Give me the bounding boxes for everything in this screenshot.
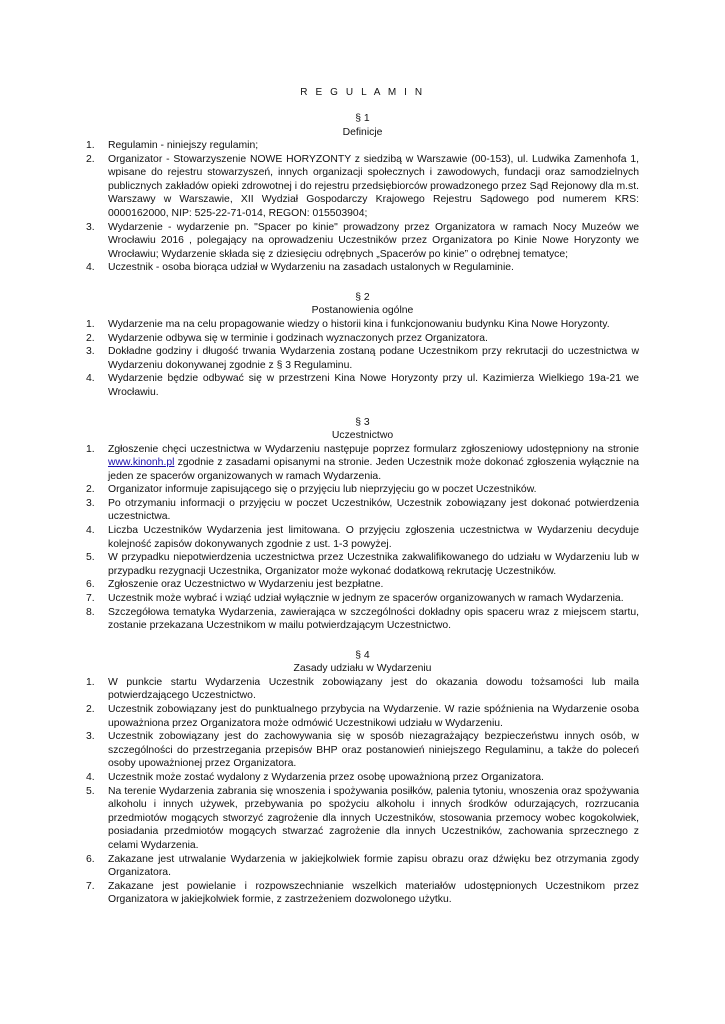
item-number: 4.	[86, 373, 95, 385]
list-item	[86, 676, 639, 703]
list-item	[86, 703, 639, 730]
list-item	[86, 606, 639, 633]
section-title: Definicje	[342, 126, 383, 138]
list-item	[86, 592, 639, 606]
list-item	[86, 332, 639, 346]
list-item	[86, 785, 639, 853]
item-number: 3.	[86, 731, 95, 743]
document-body	[86, 112, 639, 923]
item-text: Po otrzymaniu informacji o przyjęciu w poczet Uczestników, Uczestnik zobowiązany jest dokonać potwierdzenia uczestnictwa.	[108, 497, 639, 523]
list-item	[86, 524, 639, 551]
item-number: 7.	[86, 593, 95, 605]
item-text: W przypadku niepotwierdzenia uczestnictwa przez Uczestnika zakwalifikowanego do udziału w Wydarzeniu lub w przypadku rezygnacji Uczestnika, Organizator może wykonać dodatkową rekrutację Uczestników.	[108, 552, 639, 577]
item-number: 8.	[86, 606, 95, 618]
list-item	[86, 483, 639, 497]
item-number: 2.	[86, 484, 95, 496]
item-number: 4.	[86, 525, 95, 537]
item-text: Liczba Uczestników Wydarzenia jest limitowana. O przyjęciu zgłoszenia uczestnictwa w Wydarzeniu decyduje kolejność zapisów dokonywanych zgodnie z ust. 1-3 powyżej.	[108, 525, 639, 550]
list-item	[86, 730, 639, 771]
list-item	[86, 551, 639, 578]
item-text: Uczestnik może zostać wydalony z Wydarzenia przez osobę upoważnioną przez Organizatora.	[108, 771, 544, 783]
section-1	[86, 112, 639, 275]
item-number: 2.	[86, 332, 95, 344]
item-text: Dokładne godziny i długość trwania Wydarzenia zostaną podane Uczestnikom przy rekrutacji do uczestnictwa w Wydarzeniu dokonywanej zgodnie z § 3 Regulaminu.	[108, 346, 639, 371]
section-4	[86, 649, 639, 907]
list-item	[86, 853, 639, 880]
list-item	[86, 221, 639, 262]
item-number: 1.	[86, 443, 95, 455]
item-text: Wydarzenie - wydarzenie pn. "Spacer po kinie" prowadzony przez Organizatora w ramach Nocy Muzeów we Wrocławiu 2016 , polegający na oprowadzeniu Uczestników przez Organizatora po Kinie Nowe Horyzonty we Wrocławiu; Wydarzenie składa się z dziesięciu odrębnych „Spacerów po kinie” o odrębnej tematyce;	[108, 221, 639, 260]
item-number: 2.	[86, 704, 95, 715]
item-number: 3.	[86, 221, 95, 233]
item-number: 6.	[86, 853, 95, 865]
item-number: 3.	[86, 497, 95, 509]
list-item	[86, 318, 639, 332]
section-number: § 2	[355, 291, 370, 303]
item-text: Uczestnik może wybrać i wziąć udział wyłącznie w jednym ze spacerów organizowanych w ramach Wydarzenia.	[108, 593, 624, 605]
item-number: 4.	[86, 771, 95, 783]
item-text: Szczegółowa tematyka Wydarzenia, zawierająca w szczególności dokładny opis spaceru wraz z miejscem startu, zostanie przekazana Uczestnikom w mailu potwierdzającym Uczestnictwo.	[108, 606, 639, 632]
item-number: 1.	[86, 676, 95, 688]
item-text: Na terenie Wydarzenia zabrania się wnoszenia i spożywania posiłków, palenia tytoniu, wnoszenia oraz spożywania alkoholu i innych używek, przebywania po spożyciu alkoholu i innych środków odurzających, rozrzucania przedmiotów mogących stworzyć zagrożenie dla innych Uczestników, stosowania przemocy wobec kogokolwiek, posiadania przedmiotów mogących stwarzać zagrożenie dla innych Uczestników, zachowania sprzecznego z celami Wydarzenia.	[108, 785, 639, 851]
list-item	[86, 139, 639, 153]
website-link[interactable]: www.kinonh.pl	[108, 457, 175, 469]
list-item	[86, 578, 639, 592]
section-2	[86, 291, 639, 400]
item-text: Uczestnik zobowiązany jest do zachowywania się w sposób niezagrażający bezpieczeństwu innych osób, w szczególności do przestrzegania przepisów BHP oraz postanowień niniejszego Regulaminu, a także do poleceń osoby upoważnionej przez Organizatora.	[108, 731, 639, 770]
section-item-list	[86, 318, 639, 400]
item-number: 5.	[86, 552, 95, 564]
document-title: R E G U L A M I N	[300, 87, 425, 98]
list-item	[86, 372, 639, 399]
item-text: W punkcie startu Wydarzenia Uczestnik zobowiązany jest do okazania dowodu tożsamości lub maila potwierdzającego Uczestnictwo.	[108, 676, 639, 702]
section-title: Postanowienia ogólne	[311, 305, 414, 317]
section-number: § 1	[355, 113, 370, 124]
item-text: Wydarzenie odbywa się w terminie i godzinach wyznaczonych przez Organizatora.	[108, 332, 488, 344]
item-number: 5.	[86, 785, 95, 797]
list-item	[86, 443, 639, 484]
item-text: Zakazane jest powielanie i rozpowszechnianie wszelkich materiałów udostępnionych Uczestnikom przez Organizatora w jakiejkolwiek formie, z zastrzeżeniem dozwolonego użytku.	[108, 880, 639, 906]
item-number: 6.	[86, 579, 95, 591]
item-text: Zgłoszenie oraz Uczestnictwo w Wydarzeniu jest bezpłatne.	[108, 579, 384, 591]
list-item	[86, 880, 639, 907]
list-item	[86, 261, 639, 275]
item-text: zgodnie z zasadami opisanymi na stronie. Jeden Uczestnik może dokonać zgłoszenia wyłącznie na jeden ze spacerów organizowanych w ramach Wydarzenia.	[108, 457, 639, 482]
item-text: Wydarzenie będzie odbywać się w przestrzeni Kina Nowe Horyzonty przy ul. Kazimierza Wielkiego 19a-21 we Wrocławiu.	[108, 373, 639, 398]
section-title: Zasady udziału w Wydarzeniu	[293, 663, 432, 675]
section-number: § 4	[355, 649, 370, 661]
list-item	[86, 345, 639, 372]
item-text: Organizator - Stowarzyszenie NOWE HORYZONTY z siedzibą w Warszawie (00-153), ul. Ludwika Zamenhofa 1, wpisane do rejestru stowarzyszeń, innych organizacji społecznych i zawodowych, fundacji oraz samodzielnych publicznych zakładów opieki zdrowotnej i do rejestru przedsiębiorców prowadzonego przez Sąd Rejonowy dla m.st. Warszawy w Warszawie, XII Wydział Gospodarczy Krajowego Rejestru Sądowego pod numerem KRS: 0000162000, NIP: 525-22-71-014, REGON: 015503904;	[108, 153, 639, 219]
section-number: § 3	[355, 416, 370, 428]
item-text: Uczestnik zobowiązany jest do punktualnego przybycia na Wydarzenie. W razie spóźnienia na Wydarzenie osoba upoważniona przez Organizatora może odmówić Uczestnikowi udziału w Wydarzeniu.	[108, 704, 639, 729]
section-item-list	[86, 676, 639, 907]
item-number: 1.	[86, 318, 95, 330]
section-item-list	[86, 139, 639, 275]
item-text: Organizator informuje zapisującego się o przyjęciu lub nieprzyjęciu go w poczet Uczestników.	[108, 484, 537, 496]
item-text: Uczestnik - osoba biorąca udział w Wydarzeniu na zasadach ustalonych w Regulaminie.	[108, 262, 514, 274]
item-number: 7.	[86, 880, 95, 892]
section-3	[86, 416, 639, 633]
item-text: Zgłoszenie chęci uczestnictwa w Wydarzeniu następuje poprzez formularz zgłoszeniowy udostępniony na stronie	[108, 443, 639, 455]
item-number: 4.	[86, 262, 95, 274]
item-number: 1.	[86, 140, 95, 151]
item-text: Wydarzenie ma na celu propagowanie wiedzy o historii kina i funkcjonowaniu budynku Kina Nowe Horyzonty.	[108, 318, 610, 330]
list-item	[86, 771, 639, 785]
list-item	[86, 153, 639, 221]
list-item	[86, 497, 639, 524]
item-number: 3.	[86, 346, 95, 358]
item-number: 2.	[86, 153, 95, 165]
item-text: Regulamin - niniejszy regulamin;	[108, 140, 259, 151]
section-title: Uczestnictwo	[331, 430, 394, 441]
item-text: Zakazane jest utrwalanie Wydarzenia w jakiejkolwiek formie zapisu obrazu oraz dźwięku bez otrzymania zgody Organizatora.	[108, 853, 639, 879]
section-item-list	[86, 443, 639, 633]
